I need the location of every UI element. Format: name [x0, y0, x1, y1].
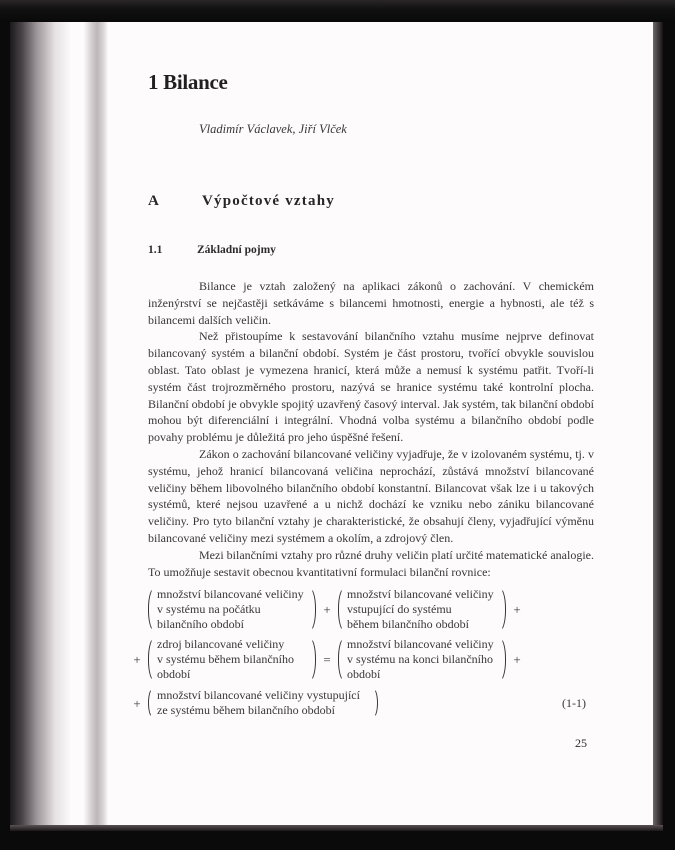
term-line: zdroj bilancované veličiny	[157, 636, 285, 651]
paragraph: Mezi bilančními vztahy pro různé druhy veličin platí určité matematické analogie. To umožňuje sestavit obecnou kvantitativní formulaci bilanční rovnice:	[148, 547, 594, 579]
page-number: 25	[575, 736, 587, 750]
equation-row	[126, 684, 594, 722]
left-parenthesis	[338, 637, 345, 682]
term-line: v systému na konci bilančního	[347, 651, 493, 666]
section-heading	[148, 193, 594, 210]
chapter-authors: Vladimír Václavek, Jiří Vlček	[199, 122, 347, 136]
plus-operator: +	[133, 651, 141, 667]
equation-term-output	[148, 688, 378, 718]
paragraph: Než přistoupíme k sestavování bilančního vztahu musíme nejprve definovat bilancovaný systém a bilanční období. Systém je část prostoru, tvořící obvykle souvislou oblast. Tato oblast je vymezena hranicí, která může a nemusí k systému patřit. Tvoří-li systém část trojrozměrného prostoru, nazývá se hranice systému také kontrolní plocha. Bilanční období je obvykle spojitý uzavřený časový interval. Jak systém, tak bilanční období mohou být diferenciální i integrální. Vhodná volba systému a bilančního období podle povahy problému je důležitá pro jeho úspěšné řešení.	[148, 329, 594, 445]
left-parenthesis	[338, 587, 345, 632]
equation-row	[126, 634, 594, 684]
equation-term-initial	[148, 587, 316, 632]
section-title: Výpočtové vztahy	[202, 193, 335, 209]
balance-equation	[133, 584, 594, 722]
term-line: období	[157, 666, 191, 681]
plus-operator: +	[513, 651, 521, 667]
term-line: množství bilancované veličiny vystupující	[157, 688, 360, 703]
equation-term-source	[148, 637, 316, 682]
equals-operator: =	[323, 651, 331, 667]
right-parenthesis	[309, 587, 316, 632]
page-content	[133, 70, 594, 722]
paragraph: Bilance je vztah založený na aplikaci zákonů o zachování. V chemickém inženýrství se nejčastěji setkáváme s bilancemi hmotnosti, energie a hybnosti, ale též s bilancemi dalších veličin.	[148, 279, 594, 327]
page-gutter-shadow	[10, 22, 70, 825]
plus-operator: +	[133, 695, 141, 711]
page-right-edge	[653, 22, 663, 830]
term-line: období	[347, 666, 381, 681]
plus-operator: +	[323, 601, 331, 617]
right-parenthesis	[371, 688, 378, 718]
term-line: ze systému během bilančního období	[157, 703, 335, 718]
paragraph: Zákon o zachování bilancované veličiny vyjadřuje, že v izolovaném systému, tj. v systému, jehož hranicí bilancovaná veličina neprochází, zůstává množství bilancované veličiny během libovolného bilančního období konstantní. Bilancovat však lze i u takových systémů, které nejsou uzavřené a u nichž dochází ke vzniku nebo zániku bilancované veličiny. Pro tyto bilanční vztahy je charakteristické, že obsahují členy, vyjadřující výměnu bilancované veličiny mezi systémem a okolím, a zdrojový člen.	[148, 446, 594, 545]
subsection-number: 1.1	[148, 244, 163, 256]
right-parenthesis	[499, 637, 506, 682]
equation-number: (1-1)	[562, 695, 586, 710]
left-parenthesis	[148, 688, 155, 718]
left-parenthesis	[148, 637, 155, 682]
term-line: v systému během bilančního	[157, 651, 294, 666]
plus-operator: +	[513, 601, 521, 617]
chapter-title: 1 Bilance	[148, 70, 228, 94]
term-line: vstupující do systému	[347, 601, 452, 616]
book-spine-fold	[84, 22, 108, 825]
page-bottom-edge	[10, 825, 663, 831]
left-parenthesis	[148, 587, 155, 632]
right-parenthesis	[309, 637, 316, 682]
term-line: během bilančního období	[347, 616, 469, 631]
right-parenthesis	[499, 587, 506, 632]
term-line: množství bilancované veličiny	[347, 636, 494, 651]
equation-term-input	[338, 587, 506, 632]
equation-row	[148, 584, 594, 634]
scanner-top-edge	[0, 0, 675, 22]
subsection-title: Základní pojmy	[197, 244, 276, 256]
equation-term-final	[338, 637, 506, 682]
body-text	[148, 278, 594, 580]
subsection-heading	[148, 244, 594, 256]
section-letter: A	[148, 193, 159, 209]
term-line: množství bilancované veličiny	[347, 586, 494, 601]
term-line: množství bilancované veličiny	[157, 586, 304, 601]
term-line: v systému na počátku	[157, 601, 261, 616]
term-line: bilančního období	[157, 616, 244, 631]
